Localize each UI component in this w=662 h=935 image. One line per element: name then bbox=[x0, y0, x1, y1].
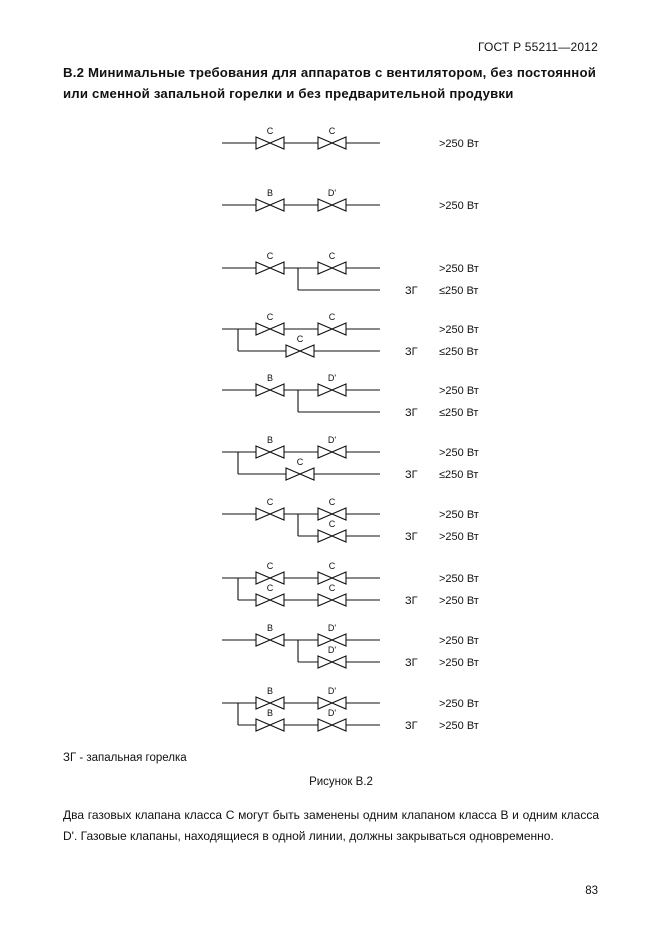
valve-class-label: B bbox=[266, 373, 274, 383]
valve-symbol bbox=[318, 137, 332, 149]
valve-symbol bbox=[318, 446, 332, 458]
valve-class-label: B bbox=[266, 708, 274, 718]
body-paragraph: Два газовых клапана класса С могут быть заменены одним клапаном класса В и одним класса D'. Газовые клапаны, находящиеся в одной линии, должны закрываться одновременно. bbox=[63, 808, 599, 843]
power-rating-label: >250 Вт bbox=[439, 447, 479, 459]
power-rating-label: >250 Вт bbox=[439, 595, 479, 607]
power-rating-label: >250 Вт bbox=[439, 200, 479, 212]
valve-class-label: D' bbox=[327, 188, 337, 198]
valve-symbol bbox=[332, 137, 346, 149]
valve-symbol bbox=[270, 446, 284, 458]
valve-symbol bbox=[332, 656, 346, 668]
page-number: 83 bbox=[585, 885, 598, 897]
pilot-burner-label: ЗГ bbox=[405, 531, 418, 543]
power-rating-label: ≤250 Вт bbox=[439, 285, 479, 297]
valve-symbol bbox=[318, 656, 332, 668]
valve-class-label: B bbox=[266, 623, 274, 633]
valve-class-label: C bbox=[328, 312, 336, 322]
standard-designation: ГОСТ Р 55211—2012 bbox=[477, 40, 598, 54]
valve-symbol bbox=[270, 594, 284, 606]
valve-class-label: C bbox=[266, 126, 274, 136]
pilot-burner-label: ЗГ bbox=[405, 346, 418, 358]
valve-symbol bbox=[332, 594, 346, 606]
valve-symbol bbox=[318, 199, 332, 211]
valve-symbol bbox=[318, 719, 332, 731]
pilot-burner-label: ЗГ bbox=[405, 657, 418, 669]
valve-class-label: D' bbox=[327, 373, 337, 383]
valve-symbol bbox=[256, 199, 270, 211]
valve-symbol bbox=[332, 262, 346, 274]
valve-symbol bbox=[286, 468, 300, 480]
pilot-burner-label: ЗГ bbox=[405, 720, 418, 732]
valve-symbol bbox=[270, 634, 284, 646]
valve-class-label: C bbox=[328, 497, 336, 507]
valve-class-label: C bbox=[266, 312, 274, 322]
valve-symbol bbox=[270, 137, 284, 149]
valve-class-label: C bbox=[328, 251, 336, 261]
power-rating-label: >250 Вт bbox=[439, 531, 479, 543]
valve-class-label: D' bbox=[327, 686, 337, 696]
pilot-burner-label: ЗГ bbox=[405, 469, 418, 481]
valve-symbol bbox=[332, 530, 346, 542]
power-rating-label: >250 Вт bbox=[439, 385, 479, 397]
power-rating-label: >250 Вт bbox=[439, 138, 479, 150]
valve-class-label: D' bbox=[327, 645, 337, 655]
valve-symbol bbox=[256, 719, 270, 731]
valve-symbol bbox=[318, 323, 332, 335]
valve-class-label: B bbox=[266, 188, 274, 198]
section-heading: В.2 Минимальные требования для аппаратов с вентилятором, без постоянной или сменной запальной горелки и без предварительной продувки bbox=[63, 65, 597, 101]
valve-symbol bbox=[332, 384, 346, 396]
valve-class-label: C bbox=[328, 519, 336, 529]
valve-symbol bbox=[286, 345, 300, 357]
valve-symbol bbox=[332, 323, 346, 335]
valve-class-label: C bbox=[328, 561, 336, 571]
valve-class-label: D' bbox=[327, 708, 337, 718]
valve-symbol bbox=[256, 384, 270, 396]
power-rating-label: ≤250 Вт bbox=[439, 346, 479, 358]
valve-class-label: C bbox=[296, 457, 304, 467]
valve-symbol bbox=[300, 468, 314, 480]
valve-class-label: D' bbox=[327, 435, 337, 445]
figure-legend: ЗГ - запальная горелка bbox=[63, 752, 187, 764]
valve-symbol bbox=[256, 323, 270, 335]
valve-symbol bbox=[256, 446, 270, 458]
valve-symbol bbox=[256, 634, 270, 646]
pilot-burner-label: ЗГ bbox=[405, 407, 418, 419]
valve-symbol bbox=[318, 530, 332, 542]
valve-symbol bbox=[270, 508, 284, 520]
valve-symbol bbox=[256, 137, 270, 149]
valve-class-label: C bbox=[266, 251, 274, 261]
valve-symbol bbox=[256, 262, 270, 274]
valve-class-label: C bbox=[328, 126, 336, 136]
valve-symbol bbox=[318, 594, 332, 606]
power-rating-label: ≤250 Вт bbox=[439, 407, 479, 419]
power-rating-label: >250 Вт bbox=[439, 698, 479, 710]
valve-class-label: C bbox=[296, 334, 304, 344]
valve-symbol bbox=[270, 199, 284, 211]
valve-symbol bbox=[332, 199, 346, 211]
valve-symbol bbox=[270, 384, 284, 396]
valve-symbol bbox=[318, 384, 332, 396]
valve-class-label: C bbox=[266, 583, 274, 593]
valve-class-label: B bbox=[266, 686, 274, 696]
power-rating-label: >250 Вт bbox=[439, 324, 479, 336]
power-rating-label: >250 Вт bbox=[439, 657, 479, 669]
power-rating-label: >250 Вт bbox=[439, 720, 479, 732]
valve-class-label: D' bbox=[327, 623, 337, 633]
valve-symbol bbox=[256, 508, 270, 520]
valve-symbol bbox=[332, 719, 346, 731]
pilot-burner-label: ЗГ bbox=[405, 285, 418, 297]
power-rating-label: >250 Вт bbox=[439, 573, 479, 585]
figure-caption: Рисунок В.2 bbox=[309, 776, 373, 788]
valve-class-label: B bbox=[266, 435, 274, 445]
pilot-burner-label: ЗГ bbox=[405, 595, 418, 607]
valve-symbol bbox=[256, 594, 270, 606]
valve-class-label: C bbox=[328, 583, 336, 593]
valve-symbol bbox=[270, 262, 284, 274]
valve-symbol bbox=[270, 719, 284, 731]
valve-symbol bbox=[270, 323, 284, 335]
valve-symbol bbox=[332, 446, 346, 458]
power-rating-label: ≤250 Вт bbox=[439, 469, 479, 481]
power-rating-label: >250 Вт bbox=[439, 509, 479, 521]
power-rating-label: >250 Вт bbox=[439, 635, 479, 647]
valve-class-label: C bbox=[266, 497, 274, 507]
valve-symbol bbox=[300, 345, 314, 357]
valve-symbol bbox=[318, 262, 332, 274]
valve-class-label: C bbox=[266, 561, 274, 571]
power-rating-label: >250 Вт bbox=[439, 263, 479, 275]
